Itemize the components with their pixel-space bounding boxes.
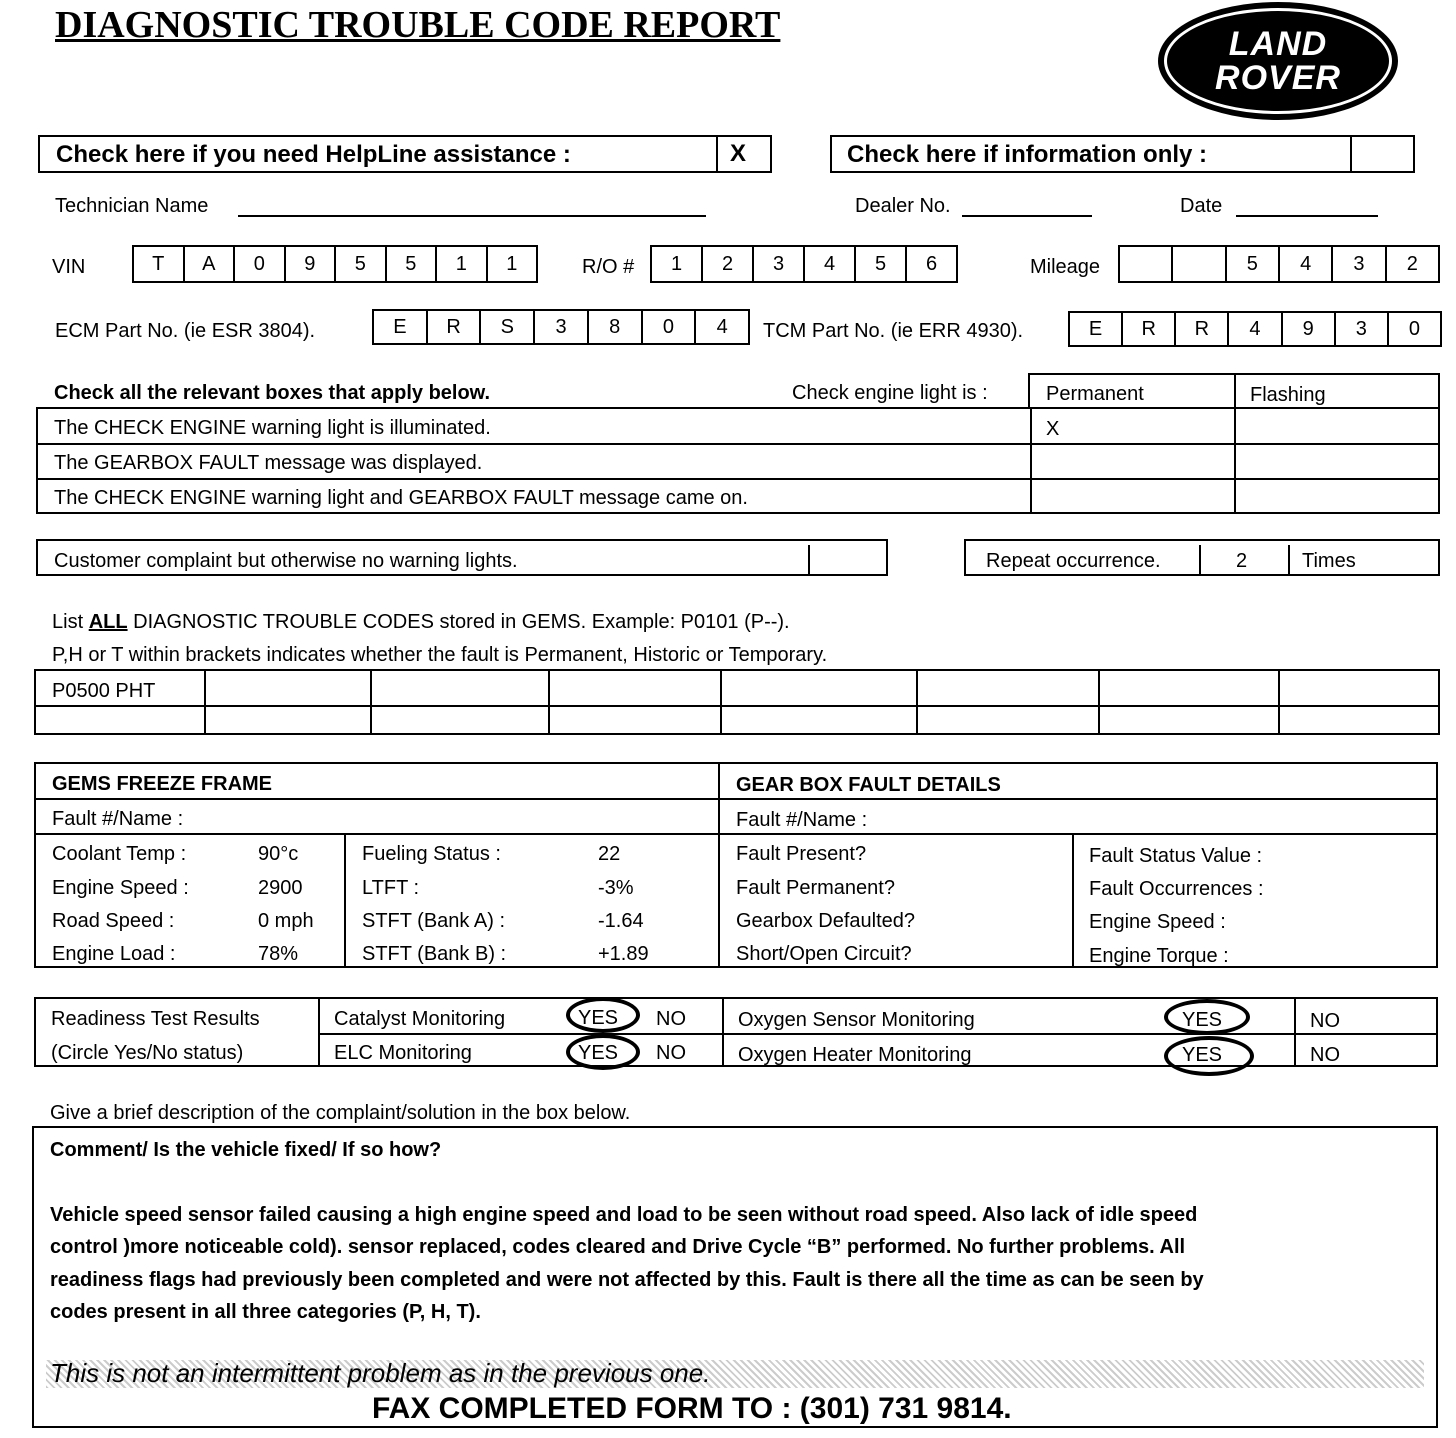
dealer-field[interactable]: [962, 215, 1092, 217]
gems-left-value-1: 90°c: [258, 843, 299, 865]
gems-left-label-3: Road Speed :: [52, 910, 175, 932]
gems-right-label-1: Fueling Status :: [362, 843, 501, 865]
light-type-header: [1028, 373, 1440, 409]
test-elc-yes[interactable]: YES: [578, 1042, 619, 1064]
checks-heading: Check all the relevant boxes that apply below.: [54, 382, 491, 404]
test-elc-label: ELC Monitoring: [334, 1042, 472, 1064]
check-row-1-permanent[interactable]: X: [1046, 418, 1060, 440]
gearbox-right-4: Engine Torque :: [1089, 945, 1229, 967]
gems-right-label-2: LTFT :: [362, 877, 420, 899]
technician-label: Technician Name: [55, 195, 209, 217]
dtc-code-1[interactable]: P0500 PHT: [52, 680, 156, 702]
description-line-1: Vehicle speed sensor failed causing a high engine speed and load to be seen without road speed. Also lack of idle speed: [50, 1204, 1198, 1226]
test-o2-heater-label: Oxygen Heater Monitoring: [738, 1044, 972, 1066]
gems-right-value-4: +1.89: [598, 943, 649, 965]
dtc-instruction: List ALL DIAGNOSTIC TROUBLE CODES stored in GEMS. Example: P0101 (P--).: [52, 611, 790, 633]
gems-fault-label: Fault #/Name :: [52, 808, 184, 830]
gems-left-value-3: 0 mph: [258, 910, 314, 932]
repeat-box: [964, 539, 1440, 576]
gems-heading: GEMS FREEZE FRAME: [52, 773, 273, 795]
date-field[interactable]: [1236, 215, 1378, 217]
gems-right-value-2: -3%: [598, 877, 634, 899]
fax-line: FAX COMPLETED FORM TO : (301) 731 9814.: [372, 1392, 1012, 1425]
gearbox-left-3: Gearbox Defaulted?: [736, 910, 916, 932]
complaint-box: [36, 539, 888, 576]
description-box[interactable]: [32, 1126, 1438, 1428]
date-label: Date: [1180, 195, 1223, 217]
mileage-label: Mileage: [1030, 256, 1101, 278]
yes-circle-elc: [566, 1034, 640, 1070]
description-intro: Give a brief description of the complaint/solution in the box below.: [50, 1102, 631, 1124]
dtc-legend: P,H or T within brackets indicates whether the fault is Permanent, Historic or Temporary.: [52, 644, 828, 666]
test-o2-heater-yes[interactable]: YES: [1182, 1044, 1223, 1066]
ro-cells[interactable]: 1 2 3 4 5 6: [650, 245, 958, 283]
gems-right-label-3: STFT (Bank A) :: [362, 910, 505, 932]
gems-right-label-4: STFT (Bank B) :: [362, 943, 507, 965]
land-rover-logo: LAND ROVER: [1158, 2, 1398, 120]
check-row-2-label: The GEARBOX FAULT message was displayed.: [54, 452, 483, 474]
info-only-label: Check here if information only :: [847, 141, 1208, 168]
readiness-sublabel: (Circle Yes/No status): [51, 1042, 244, 1064]
ro-label: R/O #: [582, 256, 635, 278]
test-elc-no[interactable]: NO: [656, 1042, 686, 1064]
readiness-label: Readiness Test Results: [51, 1008, 260, 1030]
gearbox-left-2: Fault Permanent?: [736, 877, 895, 899]
dtc-table: [34, 669, 1440, 735]
info-only-box: [830, 135, 1415, 173]
gearbox-left-1: Fault Present?: [736, 843, 867, 865]
gearbox-fault-label: Fault #/Name :: [736, 809, 868, 831]
gems-left-label-2: Engine Speed :: [52, 877, 189, 899]
gearbox-left-4: Short/Open Circuit?: [736, 943, 912, 965]
dealer-label: Dealer No.: [855, 195, 951, 217]
test-catalyst-no[interactable]: NO: [656, 1008, 686, 1030]
col-permanent: Permanent: [1046, 383, 1144, 405]
complaint-label: Customer complaint but otherwise no warning lights.: [54, 550, 518, 572]
tcm-cells[interactable]: E R R 4 9 3 0: [1068, 311, 1442, 347]
gems-left-value-4: 78%: [258, 943, 299, 965]
test-catalyst-yes[interactable]: YES: [578, 1007, 619, 1029]
gearbox-right-2: Fault Occurrences :: [1089, 878, 1264, 900]
check-row-1-label: The CHECK ENGINE warning light is illuminated.: [54, 417, 491, 439]
tcm-label: TCM Part No. (ie ERR 4930).: [763, 320, 1024, 342]
description-line-4: codes present in all three categories (P, H, T).: [50, 1301, 481, 1323]
helpline-checkbox[interactable]: X: [730, 140, 747, 167]
vin-label: VIN: [52, 256, 86, 278]
ecm-cells[interactable]: E R S 3 8 0 4: [372, 309, 750, 345]
repeat-count[interactable]: 2: [1236, 550, 1248, 572]
test-o2-heater-no[interactable]: NO: [1310, 1044, 1340, 1066]
check-engine-light-label: Check engine light is :: [792, 382, 988, 404]
col-flashing: Flashing: [1250, 384, 1326, 406]
helpline-label: Check here if you need HelpLine assistance :: [56, 141, 571, 168]
page-title: DIAGNOSTIC TROUBLE CODE REPORT: [55, 4, 781, 46]
yes-circle-o2-sensor: [1164, 999, 1250, 1035]
description-line-2: control )more noticeable cold). sensor replaced, codes cleared and Drive Cycle “B” performed. No further problems. All: [50, 1236, 1186, 1258]
gearbox-right-1: Fault Status Value :: [1089, 845, 1263, 867]
repeat-label: Repeat occurrence.: [986, 550, 1161, 572]
test-o2-sensor-no[interactable]: NO: [1310, 1010, 1340, 1032]
freeze-frame-table: [34, 762, 1438, 968]
gems-right-value-1: 22: [598, 843, 621, 865]
ecm-label: ECM Part No. (ie ESR 3804).: [55, 320, 316, 342]
checks-table: [36, 407, 1440, 514]
italic-note: This is not an intermittent problem as in the previous one.: [50, 1358, 711, 1388]
description-heading: Comment/ Is the vehicle fixed/ If so how?: [50, 1139, 442, 1161]
gems-right-value-3: -1.64: [598, 910, 644, 932]
yes-circle-catalyst: [566, 997, 640, 1033]
gems-left-value-2: 2900: [258, 877, 303, 899]
gearbox-right-3: Engine Speed :: [1089, 911, 1226, 933]
helpline-box: [38, 135, 772, 173]
mileage-cells[interactable]: 5 4 3 2: [1118, 245, 1440, 283]
yes-circle-o2-heater: [1164, 1036, 1254, 1076]
test-catalyst-label: Catalyst Monitoring: [334, 1008, 506, 1030]
gems-left-label-4: Engine Load :: [52, 943, 176, 965]
test-o2-sensor-label: Oxygen Sensor Monitoring: [738, 1009, 975, 1031]
gems-left-label-1: Coolant Temp :: [52, 843, 187, 865]
repeat-unit: Times: [1302, 550, 1356, 572]
test-o2-sensor-yes[interactable]: YES: [1182, 1009, 1223, 1031]
vin-cells[interactable]: T A 0 9 5 5 1 1: [132, 245, 538, 283]
check-row-3-label: The CHECK ENGINE warning light and GEARBOX FAULT message came on.: [54, 487, 748, 509]
technician-field[interactable]: [238, 215, 706, 217]
description-line-3: readiness flags had previously been completed and were not affected by this. Fault is there all the time as can be seen by: [50, 1269, 1204, 1291]
gearbox-heading: GEAR BOX FAULT DETAILS: [736, 774, 1001, 796]
